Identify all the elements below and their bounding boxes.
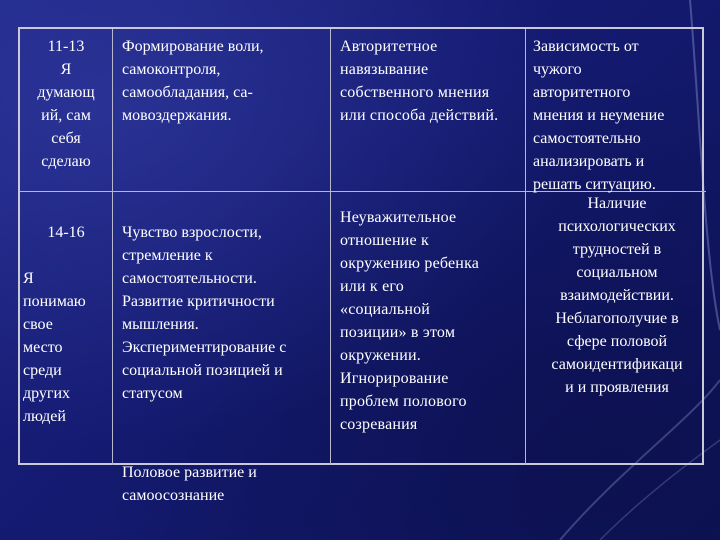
row2-development-cell xyxy=(113,192,331,504)
row1-adult-behavior-cell: Авторитетное навязывание собственного мнения или способа действий. xyxy=(331,29,526,192)
row2-age-motto: Я понимаю свое место среди других людей xyxy=(23,270,86,425)
row1-consequence-cell: Зависимость от чужого авторитетного мнения и неумение самостоятельно анализировать и решать ситуацию. xyxy=(526,29,706,192)
row2-age-range: 14-16 xyxy=(47,224,85,241)
row2-adult-behavior-cell: Неуважительное отношение к окружению ребенка или к его «социальной позиции» в этом окружении. Игнорирование проблем полового созревания xyxy=(331,192,526,465)
row2-age-cell xyxy=(20,192,113,465)
row2-development-text: Чувство взрослости, стремление к самостоятельности. Развитие критичности мышления. Экспериментирование с социальной позицией и статусом xyxy=(122,224,287,402)
row2-development-extra: Половое развитие и самоосознание xyxy=(122,464,257,504)
row2-consequence-cell: Наличие психологических трудностей в социальном взаимодействии. Неблагополучие в сфере половой самоидентификаци и и проявления xyxy=(551,195,683,396)
row1-age-cell: 11-13 Я думающ ий, сам себя сделаю xyxy=(20,29,113,192)
row1-development-cell: Формирование воли, самоконтроля, самообладания, са- мовоздержания. xyxy=(113,29,331,192)
age-development-table xyxy=(18,27,704,504)
